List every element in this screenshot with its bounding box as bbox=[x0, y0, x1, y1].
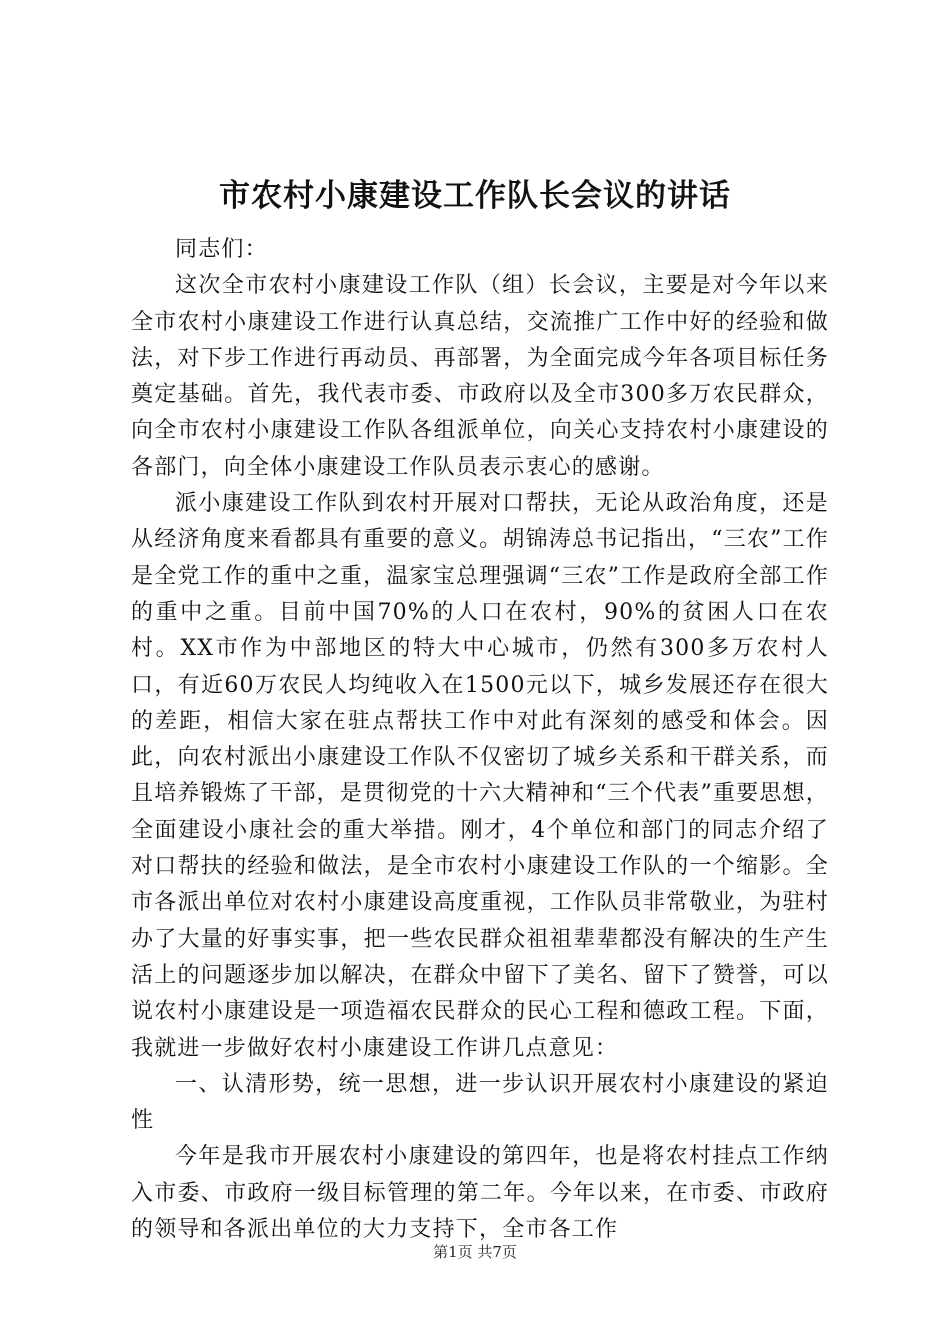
significance-paragraph: 派小康建设工作队到农村开展对口帮扶，无论从政治角度，还是从经济角度来看都具有重要的意义。胡锦涛总书记指出，“三农”工作是全党工作的重中之重，温家宝总理强调“三农”工作是政府全部工作的重中之重。目前中国70%的人口在农村，90%的贫困人口在农村。XX市作为中部地区的特大中心城市，仍然有300多万农村人口，有近60万农民人均纯收入在1500元以下，城乡发展还存在很大的差距，相信大家在驻点帮扶工作中对此有深刻的感受和体会。因此，向农村派出小康建设工作队不仅密切了城乡关系和干群关系，而且培养锻炼了干部，是贯彻党的十六大精神和“三个代表”重要思想，全面建设小康社会的重大举措。刚才，4个单位和部门的同志介绍了对口帮扶的经验和做法，是全市农村小康建设工作队的一个缩影。全市各派出单位对农村小康建设高度重视，工作队员非常敬业，为驻村办了大量的好事实事，把一些农民群众祖祖辈辈都没有解决的生产生活上的问题逐步加以解决，在群众中留下了美名、留下了赞誉，可以说农村小康建设是一项造福农民群众的民心工程和德政工程。下面，我就进一步做好农村小康建设工作讲几点意见： bbox=[131, 491, 829, 1061]
salutation-paragraph: 同志们： bbox=[175, 237, 268, 262]
page-footer: 第1页 共7页 bbox=[433, 1243, 517, 1261]
section-heading-1: 一、认清形势，统一思想，进一步认识开展农村小康建设的紧迫性 bbox=[131, 1071, 829, 1134]
document-title: 市农村小康建设工作队长会议的讲话 bbox=[219, 178, 731, 214]
section-1-paragraph: 今年是我市开展农村小康建设的第四年，也是将农村挂点工作纳入市委、市政府一级目标管理的第二年。今年以来，在市委、市政府的领导和各派出单位的大力支持下，全市各工作 bbox=[131, 1144, 829, 1243]
intro-paragraph: 这次全市农村小康建设工作队（组）长会议，主要是对今年以来全市农村小康建设工作进行认真总结，交流推广工作中好的经验和做法，对下步工作进行再动员、再部署，为全面完成今年各项目标任务奠定基础。首先，我代表市委、市政府以及全市300多万农民群众，向全市农村小康建设工作队各组派单位，向关心支持农村小康建设的各部门，向全体小康建设工作队员表示衷心的感谢。 bbox=[131, 273, 829, 480]
document-body bbox=[131, 232, 829, 1248]
